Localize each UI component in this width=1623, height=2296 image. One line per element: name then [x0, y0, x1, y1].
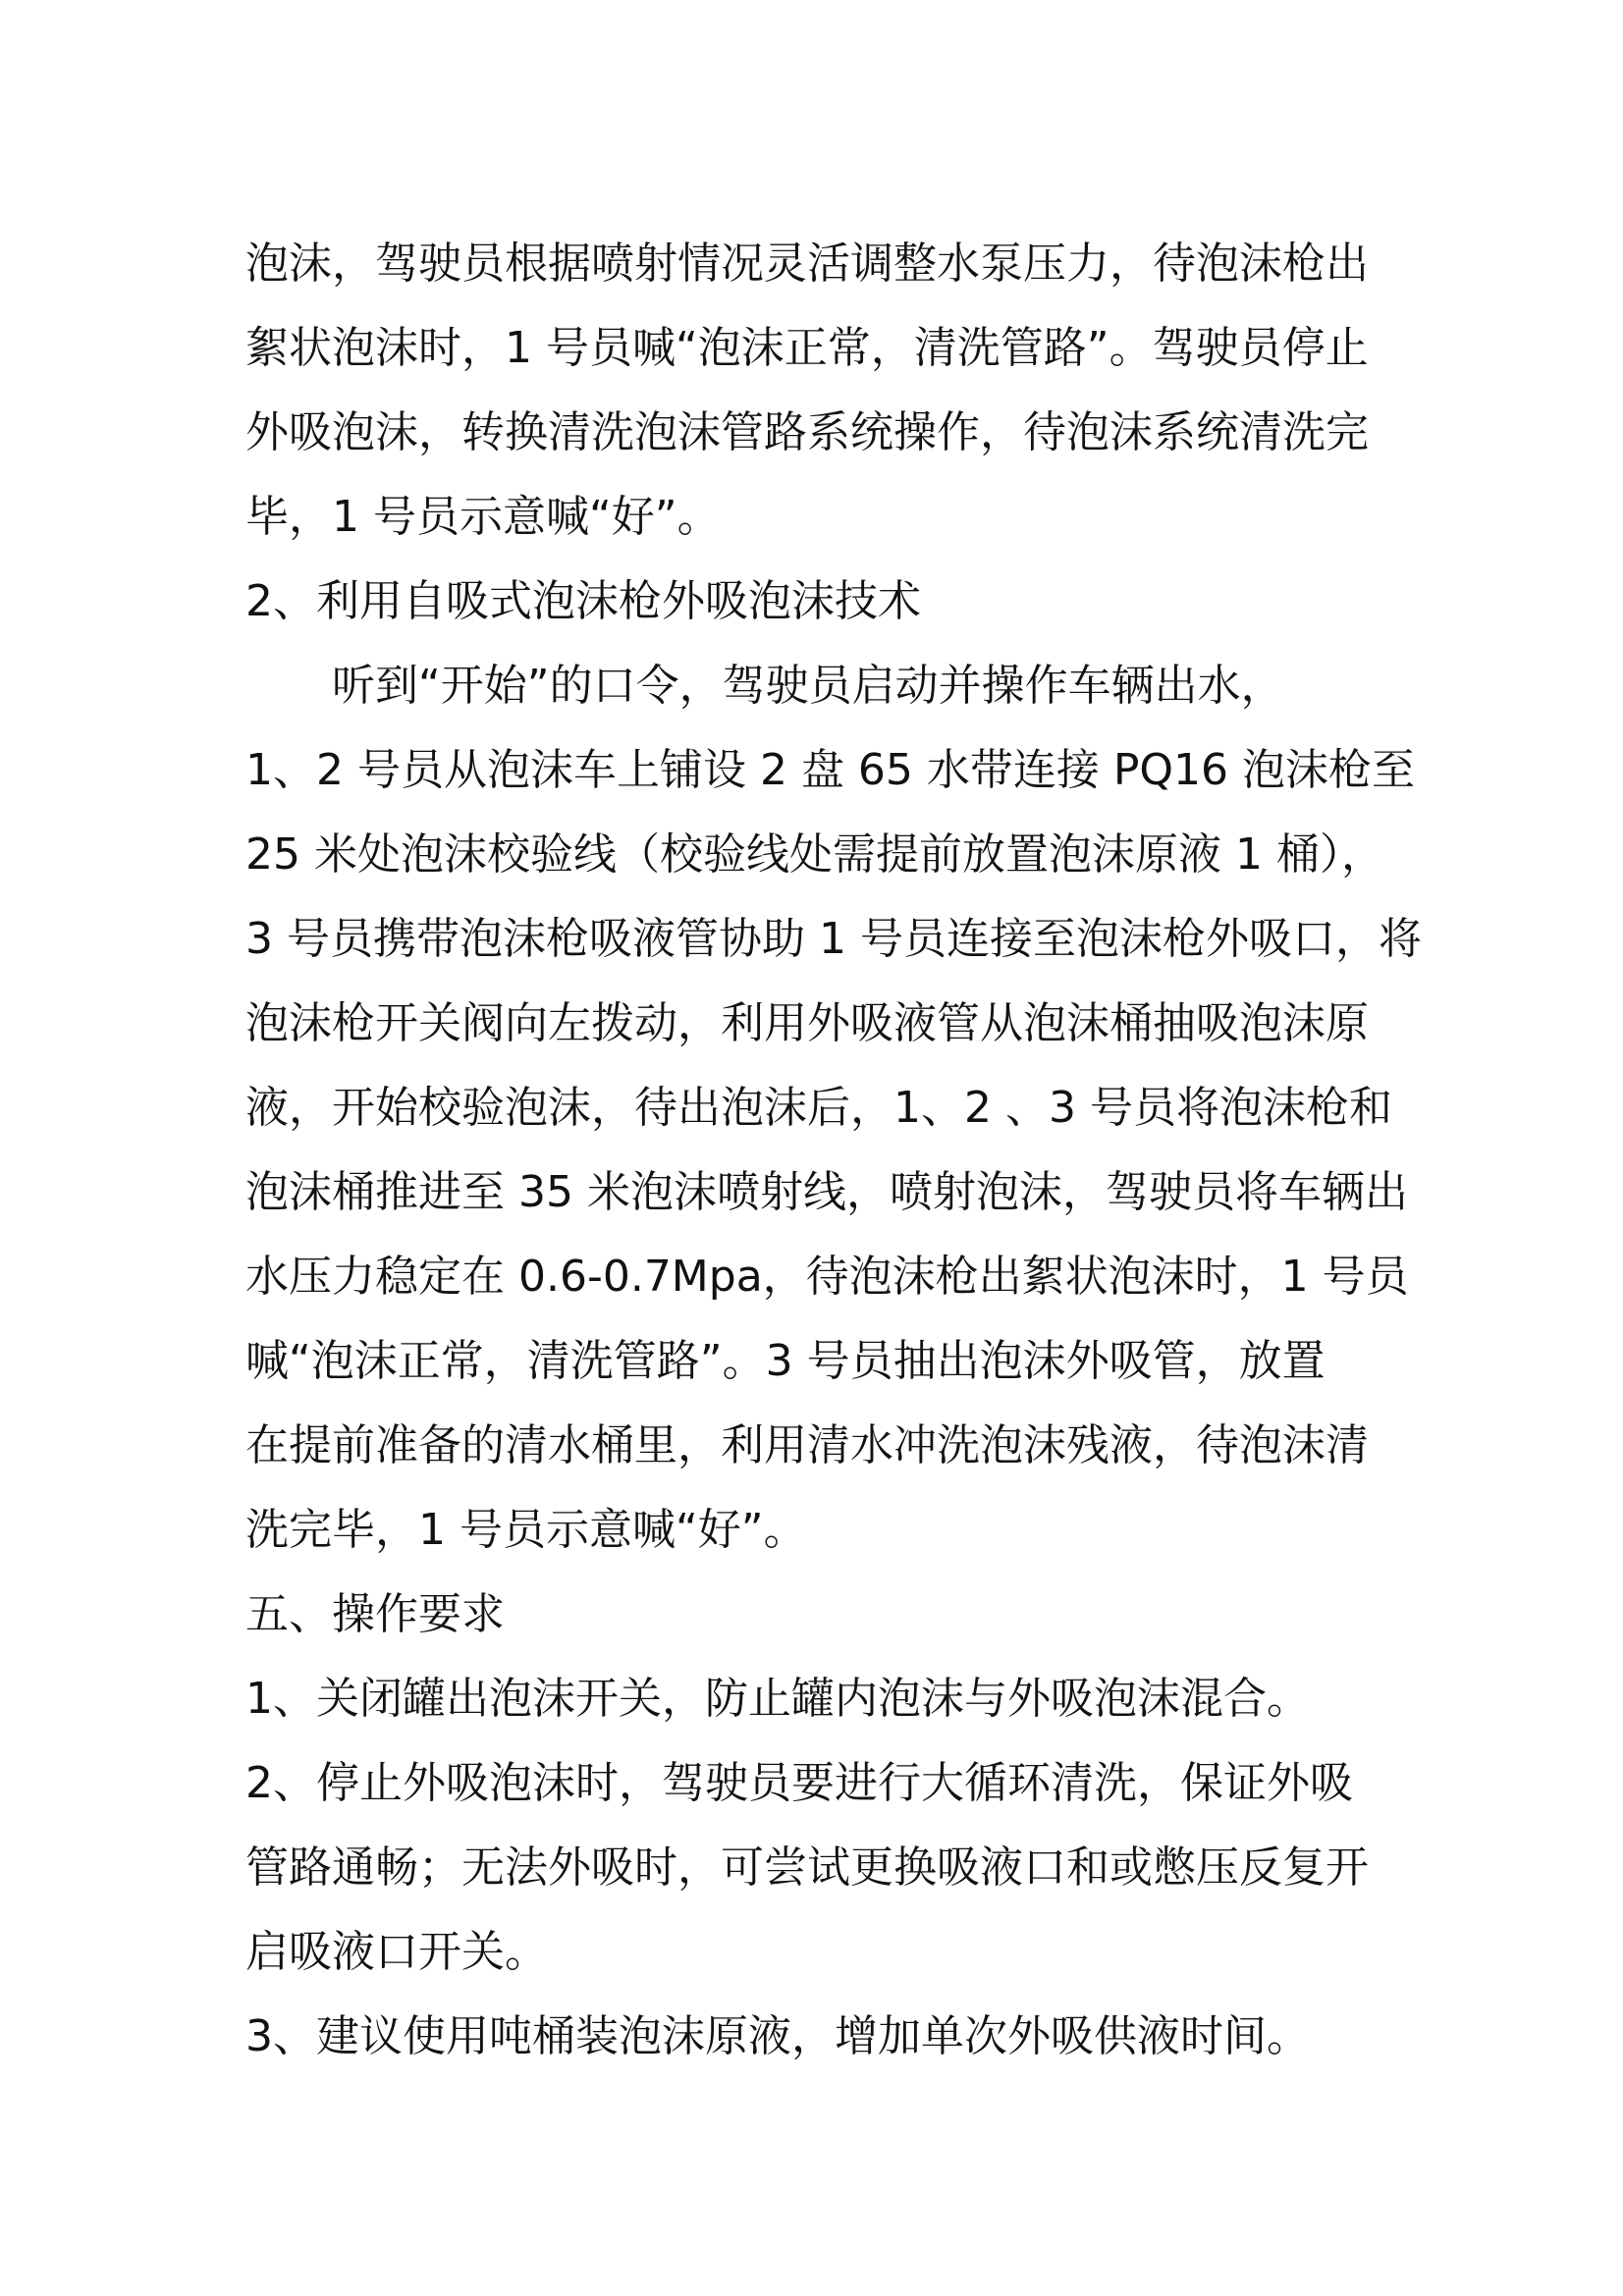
text-line-8: 25 米处泡沫校验线（校验线处需提前放置泡沫原液 1 桶），: [245, 829, 1384, 880]
text-line-2: 絮状泡沫时，1 号员喊“泡沫正常，清洗管路”。驾驶员停止: [245, 323, 1369, 373]
text-line-6: 听到“开始”的口令，驾驶员启动并操作车辆出水，: [332, 661, 1284, 711]
text-line-4: 毕，1 号员示意喊“好”。: [245, 492, 721, 542]
text-line-15: 在提前准备的清水桶里，利用清水冲洗泡沫残液，待泡沫清: [245, 1420, 1369, 1470]
text-line-10: 泡沫枪开关阀向左拨动，利用外吸液管从泡沫桶抽吸泡沫原: [245, 998, 1369, 1048]
text-line-11: 液，开始校验泡沫，待出泡沫后，1、2 、3 号员将泡沫枪和: [245, 1083, 1392, 1133]
text-line-1: 泡沫，驾驶员根据喷射情况灵活调整水泵压力，待泡沫枪出: [245, 239, 1369, 289]
text-line-13: 水压力稳定在 0.6-0.7Mpa，待泡沫枪出絮状泡沫时，1 号员: [245, 1252, 1409, 1302]
text-line-9: 3 号员携带泡沫枪吸液管协助 1 号员连接至泡沫枪外吸口，将: [245, 914, 1422, 964]
section-heading-operation-requirements: 五、操作要求: [245, 1589, 505, 1639]
text-line-16: 洗完毕，1 号员示意喊“好”。: [245, 1505, 807, 1555]
requirement-item-2-line-2: 管路通畅；无法外吸时，可尝试更换吸液口和或憋压反复开: [245, 1842, 1369, 1893]
requirement-item-3: 3、建议使用吨桶装泡沫原液，增加单次外吸供液时间。: [245, 2011, 1310, 2061]
text-line-3: 外吸泡沫，转换清洗泡沫管路系统操作，待泡沫系统清洗完: [245, 407, 1369, 457]
text-line-12: 泡沫桶推进至 35 米泡沫喷射线，喷射泡沫，驾驶员将车辆出: [245, 1167, 1408, 1217]
section-heading-foam-gun-technique: 2、利用自吸式泡沫枪外吸泡沫技术: [245, 576, 921, 626]
document-body: [245, 222, 1422, 2079]
requirement-item-2-line-3: 启吸液口开关。: [245, 1927, 548, 1977]
requirement-item-2-line-1: 2、停止外吸泡沫时，驾驶员要进行大循环清洗，保证外吸: [245, 1758, 1353, 1808]
text-line-7: 1、2 号员从泡沫车上铺设 2 盘 65 水带连接 PQ16 泡沫枪至: [245, 745, 1416, 795]
requirement-item-1: 1、关闭罐出泡沫开关，防止罐内泡沫与外吸泡沫混合。: [245, 1674, 1310, 1724]
text-line-14: 喊“泡沫正常，清洗管路”。3 号员抽出泡沫外吸管，放置: [245, 1336, 1325, 1386]
